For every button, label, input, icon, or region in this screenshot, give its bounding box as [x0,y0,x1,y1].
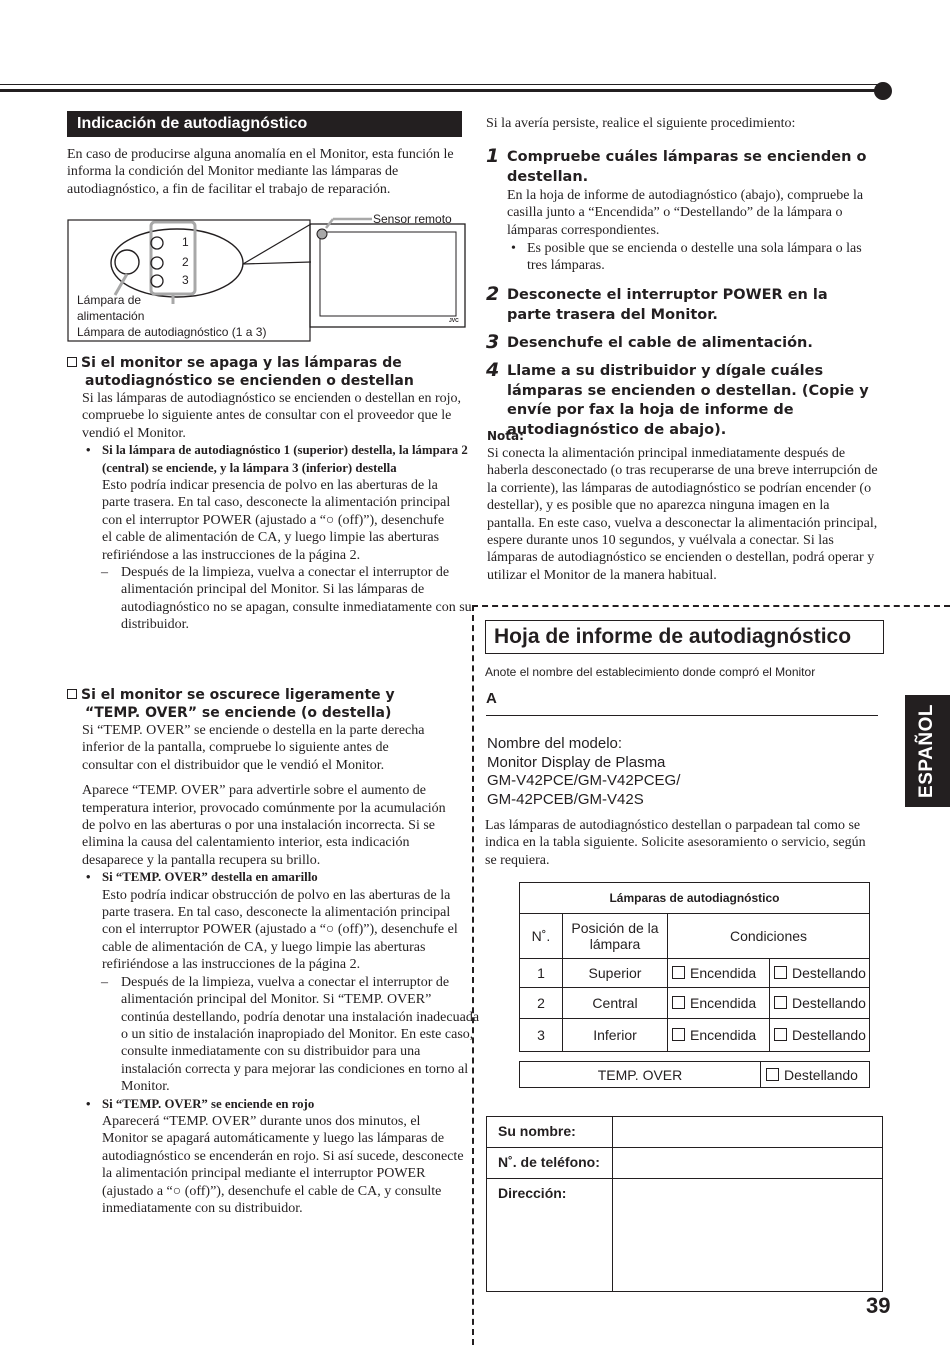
col-conditions-header: Condiciones [668,914,870,959]
step-1-bullet: • Es posible que se encienda o destelle una sola lámpara o las tres lámparas. [507,240,882,275]
checkbox[interactable] [774,1028,787,1041]
report-description: Las lámparas de autodiagnóstico destellan o parpadean tal como se indica en la tabla siguiente. Solicite asesoramiento o servicio, según se requiera. [485,818,866,868]
table-row [520,988,870,1019]
section-2-bullet-1-body: Esto podría indicar obstrucción de polvo en las aberturas de la parte trasera. En tal caso, desconecte la alimentación principal con el interruptor POWER (ajustado a “○ (off)”), desenchufe el cable de alimentación de CA, y luego limpie las aberturas refiriéndose a las instrucciones de la página 2. [102,887,458,973]
intro-text: En caso de producirse alguna anomalía en el Monitor, esta función le informa la condición del Monitor mediante las lámparas de autodiagnóstico, a fin de facilitar el trabajo de reparación. [67,147,454,197]
lamp-num-2: 2 [182,255,189,269]
section-2-heading-line1: Si el monitor se oscurece ligeramente y [81,687,395,703]
section-1-heading [67,354,467,390]
row-position: Central [563,988,668,1019]
top-rule [0,84,882,85]
condition-cell-blink[interactable] [770,1019,870,1052]
section-2-heading [67,686,467,722]
step-1-number: 1 [486,145,500,167]
language-tab-label: ESPAÑOL [916,704,937,798]
section-2 [67,686,480,1217]
temp-over-table [519,1061,870,1088]
page-number: 39 [866,1293,891,1318]
section-1-bullet-title: • Si la lámpara de autodiagnóstico 1 (superior) destella, la lámpara 2 (central) se enciende, y la lámpara 3 (inferior) destella [82,442,472,477]
nota-body: Si conecta la alimentación principal inmediatamente después de haberla desconectado (o tras recuperarse de una breve interrupción de la corriente), las lámparas de autodiagnóstico se podrían encender (o destellar), y es posible que no aparezca ninguna imagen en la pantalla. En este caso, vuelva a desconectar la alimentación principal, espere durante unos 10 segundos, y vuélvala a conectar. Si las lámparas de autodiagnóstico se encienden o destellan, podrá operar y utilizar el Monitor de la manera habitual. [487,446,878,583]
temp-over-label: TEMP. OVER [520,1062,761,1088]
table-row [520,1019,870,1052]
cutout-border-left [472,605,474,1345]
condition-cell-on[interactable] [668,959,770,988]
diagnostic-table-title: Lámparas de autodiagnóstico [520,883,870,914]
section-2-bullet-1-title: • Si “TEMP. OVER” destella en amarillo [82,869,472,886]
section-1-dash: – Después de la limpieza, vuelva a conectar el interruptor de alimentación principal del Monitor. Si las lámparas de autodiagnóstico no se apagan, consulte inmediatamente con su distribuidor. [83,564,474,634]
col-position-header-line2: lámpara [589,936,641,952]
report-title: Hoja de informe de autodiagnóstico [485,620,884,654]
step-4-number: 4 [486,359,500,381]
section-2-heading-line2: “TEMP. OVER” se enciende (o destella) [85,705,392,721]
model-info [487,735,680,809]
phone-label: N˚. de teléfono: [487,1148,613,1179]
temp-over-condition[interactable] [761,1062,870,1088]
lamp-diagram [67,212,467,342]
store-note: Anote el nombre del establecimiento donde compró el Monitor [485,665,816,679]
section-1-heading-line1: Si el monitor se apaga y las lámparas de [81,355,402,371]
section-1-body: Si las lámparas de autodiagnóstico se encienden o destellan en rojo, compruebe lo siguiente antes de consultar con el proveedor que le vendió el Monitor. [82,391,462,441]
section-2-body-2: Aparece “TEMP. OVER” para advertirle sobre el aumento de temperatura interior, provocado comúnmente por la acumulación de polvo en las aberturas o por una instalación incorrecta. Si se elimina la causa del calentamiento interior, esta indicación desaparece y la pantalla recupera su brillo. [82,783,446,868]
condition-blink-label: Destellando [792,965,866,981]
power-lamp-label-1: Lámpara de [77,293,142,307]
phone-field[interactable] [613,1148,883,1179]
name-field[interactable] [613,1117,883,1148]
checkbox-square-icon [67,357,77,367]
step-1-title: Compruebe cuáles lámparas se encienden o destellan. [507,149,867,185]
diagnostic-table [519,882,870,1052]
row-position: Inferior [563,1019,668,1052]
name-label: Su nombre: [487,1117,613,1148]
condition-blink-label: Destellando [792,1027,866,1043]
lamp-num-1: 1 [182,235,189,249]
section-1-bullet-body: Esto podría indicar presencia de polvo en las aberturas de la parte trasera. En tal caso, desconecte la alimentación principal con el interruptor POWER (ajustado a “○ (off)”), desenchufe el cable de alimentación de CA, y luego limpie las aberturas refiriéndose a las instrucciones de la página 2. [102,478,451,563]
step-2-number: 2 [486,283,500,305]
condition-blink-label: Destellando [792,995,866,1011]
section-title: Indicación de autodiagnóstico [67,111,462,137]
model-line-1: Nombre del modelo: [487,735,623,752]
nota-label: Nota: [487,429,524,443]
row-no: 3 [520,1019,563,1052]
col-position-header [563,914,668,959]
section-2-bullet-2-title: • Si “TEMP. OVER” se enciende en rojo [82,1096,472,1113]
condition-cell-on[interactable] [668,1019,770,1052]
table-row [520,959,870,988]
model-line-4: GM-42PCEB/GM-V42S [487,790,644,808]
store-field-label: A [486,690,497,707]
section-1-heading-line2: autodiagnóstico se encienden o destellan [85,373,414,389]
sensor-label: Sensor remoto [373,212,452,226]
condition-on-label: Encendida [690,965,757,981]
address-label: Dirección: [487,1179,613,1292]
step-4-title: Llame a su distribuidor y dígale cuáles lámparas se encienden o destellan. (Copie y envíe por fax la hoja de informe de autodiagnóstico de abajo). [507,363,869,438]
row-no: 1 [520,959,563,988]
checkbox[interactable] [774,996,787,1009]
top-rule-dot [874,82,892,100]
right-intro: Si la avería persiste, realice el siguiente procedimiento: [486,116,796,131]
section-1 [67,354,472,634]
step-3-title: Desenchufe el cable de alimentación. [507,335,813,351]
step-3-number: 3 [486,331,500,353]
row-no: 2 [520,988,563,1019]
model-line-2: Monitor Display de Plasma [487,753,666,771]
top-rule-thick [0,89,882,92]
store-field-line[interactable] [486,715,878,716]
step-2-title: Desconecte el interruptor POWER en la parte trasera del Monitor. [507,287,828,323]
checkbox[interactable] [672,1028,685,1041]
checkbox-square-icon [67,689,77,699]
section-2-body-1: Si “TEMP. OVER” se enciende o destella en la parte derecha inferior de la pantalla, compruebe lo siguiente antes de consultar con el distribuidor que le vendió el Monitor. [82,723,425,773]
col-no-header: N˚. [520,914,563,959]
lamp-num-3: 3 [182,273,189,287]
checkbox[interactable] [672,996,685,1009]
contact-form [486,1116,883,1292]
step-1-body: En la hoja de informe de autodiagnóstico (abajo), compruebe la casilla junto a “Encendida” o “Destellando” de la lámpara o lámparas correspondientes. [507,188,864,238]
condition-cell-on[interactable] [668,988,770,1019]
cutout-border-top [472,605,950,607]
condition-on-label: Encendida [690,995,757,1011]
checkbox[interactable] [766,1068,779,1081]
self-diag-lamp-label: Lámpara de autodiagnóstico (1 a 3) [77,325,267,339]
section-2-bullet-2-body: Aparecerá “TEMP. OVER” durante unos dos minutos, el Monitor se apagará automáticamente y luego las lámparas de autodiagnóstico se encenderán en rojo. Si así sucede, desconecte la alimentación principal mediante el interruptor POWER (ajustado a “○ (off)”), desenchufe el cable de CA, y consulte inmediatamente con su distribuidor. [102,1113,464,1216]
condition-cell-blink[interactable] [770,988,870,1019]
condition-on-label: Encendida [690,1027,757,1043]
address-field[interactable] [613,1179,883,1292]
temp-over-condition-label: Destellando [784,1066,858,1083]
power-lamp-label-2: alimentación [77,309,145,323]
col-position-header-line1: Posición de la [571,920,659,936]
checkbox[interactable] [672,966,685,979]
section-2-bullet-1-dash: – Después de la limpieza, vuelva a conectar el interruptor de alimentación principal del Monitor. Si “TEMP. OVER” continúa destellando, podría denotar una instalación inadecuada o un sitio de instalación inapropiado del Monitor. En este caso, consulte inmediatamente con su distribuidor para una instalación correcta y para mejorar las condiciones en torno al Monitor. [83,974,481,1096]
row-position: Superior [563,959,668,988]
model-line-3: GM-V42PCE/GM-V42PCEG/ [487,772,681,789]
condition-cell-blink[interactable] [770,959,870,988]
checkbox[interactable] [774,966,787,979]
brand-logo: JVC [449,318,459,324]
